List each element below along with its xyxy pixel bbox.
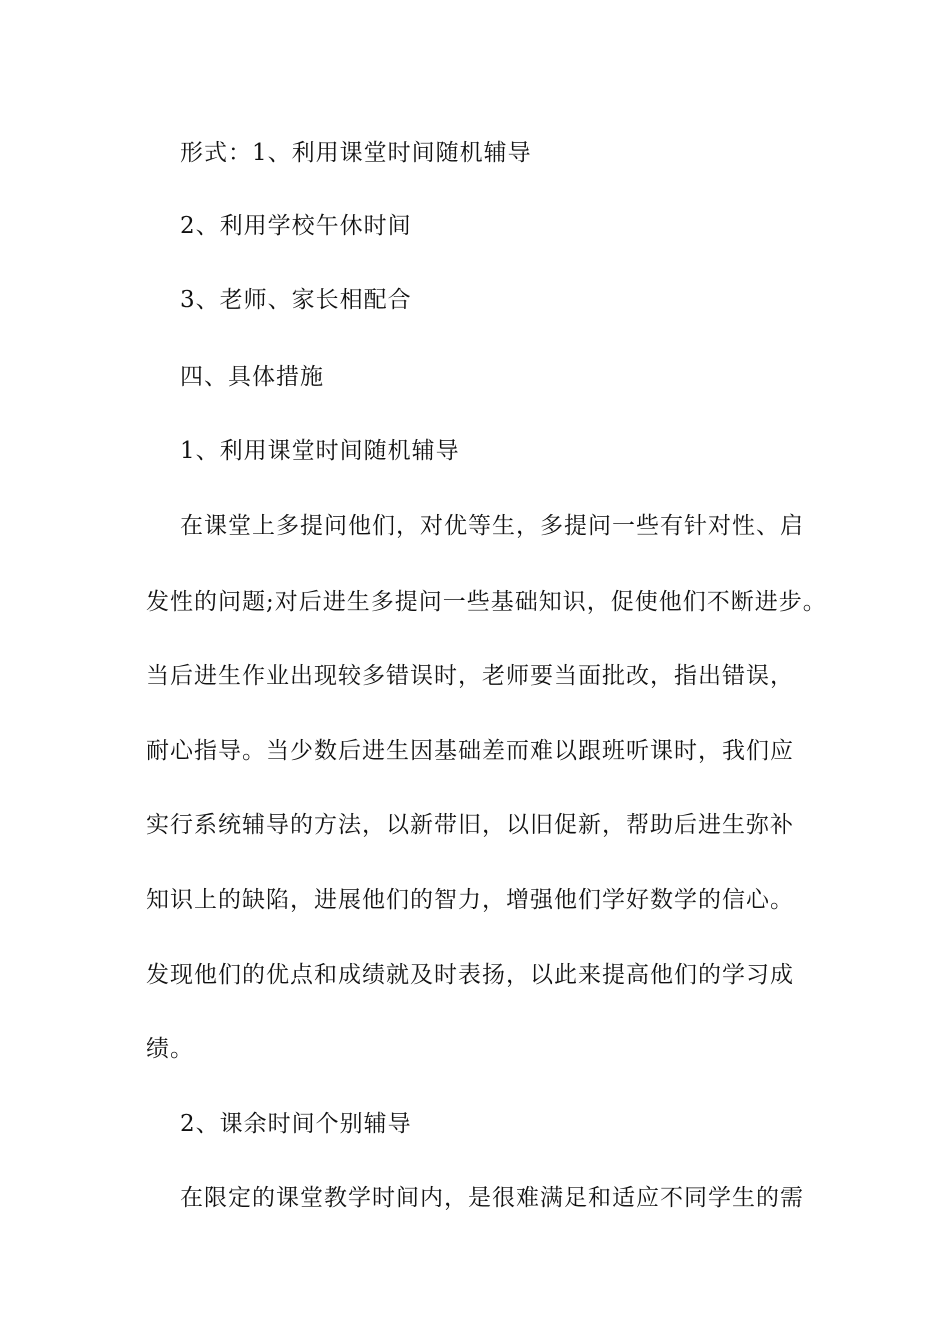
form-line: 形式：1、利用课堂时间随机辅导 [180, 140, 532, 166]
paragraph-2-line-1: 在限定的课堂教学时间内，是很难满足和适应不同学生的需 [180, 1185, 804, 1211]
paragraph-1-line-7: 发现他们的优点和成绩就及时表扬，以此来提高他们的学习成 [146, 962, 794, 988]
subheading-2: 2、课余时间个别辅导 [180, 1111, 412, 1137]
paragraph-1-line-2: 发性的问题;对后进生多提问一些基础知识，促使他们不断进步。 [146, 589, 827, 615]
section-heading: 四、具体措施 [180, 364, 324, 390]
form-item-2: 2、利用学校午休时间 [180, 213, 412, 239]
paragraph-1-line-5: 实行系统辅导的方法，以新带旧，以旧促新，帮助后进生弥补 [146, 812, 794, 838]
subheading-1: 1、利用课堂时间随机辅导 [180, 438, 460, 464]
paragraph-1-line-6: 知识上的缺陷，进展他们的智力，增强他们学好数学的信心。 [146, 887, 794, 913]
paragraph-1-line-3: 当后进生作业出现较多错误时，老师要当面批改，指出错误， [146, 663, 794, 689]
paragraph-1-line-8: 绩。 [146, 1036, 194, 1062]
paragraph-1-line-1: 在课堂上多提问他们，对优等生，多提问一些有针对性、启 [180, 513, 804, 539]
paragraph-1-line-4: 耐心指导。当少数后进生因基础差而难以跟班听课时，我们应 [146, 738, 794, 764]
form-item-3: 3、老师、家长相配合 [180, 287, 412, 313]
